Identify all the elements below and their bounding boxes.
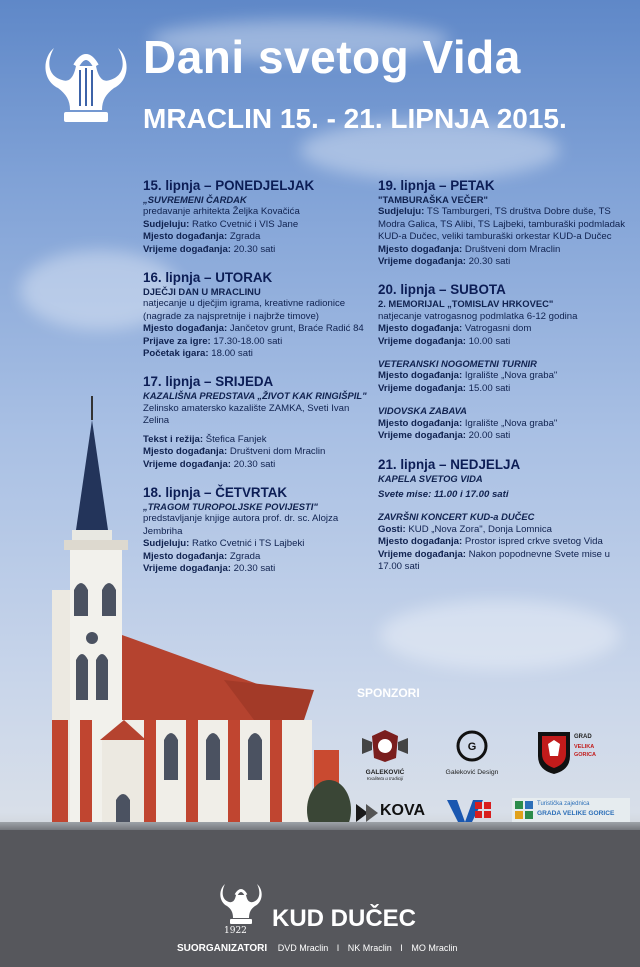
info-row: Mjesto događanja: Igralište „Nova graba": [378, 417, 558, 429]
info-row: Vrijeme događanja: 20.30 sati: [143, 562, 276, 574]
day-block-tuesday: [143, 270, 368, 360]
sponsor-turisticka-zajednica: Turistička zajednica GRADA VELIKE GORICE: [512, 798, 630, 822]
event-desc: Zelinsko amatersko kazalište ZAMKA, Sveti Ivan Zelina: [143, 402, 350, 427]
event-name: 2. MEMORIJAL „TOMISLAV HRKOVEC": [378, 298, 554, 310]
coorganizers: SUORGANIZATORI DVD Mraclin I NK Mraclin I MO Mraclin: [177, 943, 458, 954]
info-row: Mjesto događanja: Igralište „Nova graba": [378, 370, 558, 382]
velika-gorica-coat-of-arms-icon: [536, 730, 572, 774]
day-title: 15. lipnja – PONEDJELJAK: [143, 178, 315, 193]
info-row: Vrijeme događanja: 15.00 sati: [378, 382, 511, 394]
event-desc: predstavljanje knjige autora prof. dr. sc. Alojza Jembriha: [143, 513, 339, 537]
galekovic-design-logo-icon: [440, 728, 504, 764]
day-block-monday: [143, 178, 368, 256]
galekovic-crest-icon: [356, 728, 414, 764]
info-row: Mjesto događanja: Vatrogasni dom: [378, 323, 532, 335]
info-row: Sudjeluju: TS Tamburgeri, TS društva Dobre duše, TS Modra Galica, TS Alibi, TS Lajbeki, tamburaški podmladak KUD-a Dučec, veliki tamburaški orkestar KUD-a Dučec: [378, 206, 626, 243]
info-row: Mjesto događanja: Društveni dom Mraclin: [378, 243, 561, 255]
event-desc: natjecanje u dječjim igrama, kreativne radionice (nagrade za najspretnije i najbrže timove): [143, 298, 346, 322]
mass-times: Svete mise: 11.00 i 17.00 sati: [378, 488, 509, 500]
day-block-friday: [378, 178, 628, 268]
info-row: Mjesto događanja: Društveni dom Mraclin: [143, 446, 326, 458]
church-illustration: [24, 390, 354, 840]
event-name: KAZALIŠNA PREDSTAVA „ŽIVOT KAK RINGIŠPIL": [143, 390, 367, 402]
info-row: Prijave za igre: 17.30-18.00 sati: [143, 335, 283, 347]
info-row: Mjesto događanja: Zgrada: [143, 231, 261, 243]
info-row: Početak igara: 18.00 sati: [143, 348, 253, 360]
day-block-saturday: [378, 282, 628, 442]
svg-text:G: G: [467, 741, 477, 753]
event-name: VIDOVSKA ZABAVA: [378, 405, 467, 417]
event-desc: natjecanje vatrogasnog podmlatka 6-12 godina: [378, 310, 578, 322]
info-row: Vrijeme događanja: 20.30 sati: [378, 256, 511, 268]
info-row: Mjesto događanja: Prostor ispred crkve svetog Vida: [378, 536, 603, 548]
sponsor-grad-velika-gorica: GRAD VELIKA GORICA: [536, 730, 606, 776]
kud-name: KUD DUČEC: [272, 905, 416, 932]
event-name: DJEČJI DAN U MRACLINU: [143, 286, 261, 298]
sponsor-galekovic-design: G Galeković Design: [440, 728, 504, 776]
kova-mark-icon: [356, 804, 378, 822]
info-row: Vrijeme događanja: 20.30 sati: [143, 458, 276, 470]
event-name: VETERANSKI NOGOMETNI TURNIR: [378, 358, 537, 370]
day-title: 16. lipnja – UTORAK: [143, 270, 273, 286]
event-name: ZAVRŠNI KONCERT KUD-a DUČEC: [378, 511, 535, 523]
info-row: Vrijeme događanja: 20.30 sati: [143, 243, 276, 255]
info-row: Tekst i režija: Štefica Fanjek: [143, 433, 267, 445]
tourist-board-icon: [515, 801, 533, 819]
event-name: "TAMBURAŠKA VEČER": [378, 194, 488, 205]
sponsor-galekovic: GALEKOVIĆ Kvaliteta u tradiciji: [356, 728, 414, 781]
sub-event-football: [378, 358, 628, 395]
info-row: Mjesto događanja: Zgrada: [143, 550, 261, 562]
founding-year: 1922: [224, 926, 247, 936]
day-title: 17. lipnja – SRIJEDA: [143, 374, 274, 390]
lyre-logo-icon: [40, 36, 132, 128]
info-row: Vrijeme događanja: 20.00 sati: [378, 430, 511, 442]
day-title: 18. lipnja – ČETVRTAK: [143, 484, 288, 500]
page-title: Dani svetog Vida: [143, 31, 521, 83]
page-subtitle: MRACLIN 15. - 21. LIPNJA 2015.: [143, 103, 567, 134]
sub-event-party: [378, 405, 628, 442]
event-name: „TRAGOM TUROPOLJSKE POVIJESTI": [143, 500, 318, 512]
event-name: KAPELA SVETOG VIDA: [378, 472, 483, 484]
event-name: „SUVREMENI ČARDAK: [143, 194, 247, 205]
info-row: Gosti: KUD „Nova Zora", Donja Lomnica: [378, 523, 553, 535]
info-row: Sudjeluju: Ratko Cvetnić i VIS Jane: [143, 218, 299, 230]
sponsors-title: SPONZORI: [357, 686, 420, 700]
day-title: 21. lipnja – NEDJELJA: [378, 456, 521, 472]
kud-lyre-icon: [218, 880, 264, 928]
day-title: 19. lipnja – PETAK: [378, 178, 495, 193]
info-row: Mjesto događanja: Jančetov grunt, Braće Radić 84: [143, 323, 364, 335]
event-desc: predavanje arhitekta Željka Kovačića: [143, 206, 300, 218]
day-block-sunday: [378, 457, 628, 574]
day-title: 20. lipnja – SUBOTA: [378, 282, 506, 298]
sub-event-concert: [378, 511, 628, 573]
info-row: Sudjeluju: Ratko Cvetnić i TS Lajbeki: [143, 538, 305, 550]
program-right-column: [378, 178, 628, 587]
info-row: Vrijeme događanja: 10.00 sati: [378, 335, 511, 347]
info-row: Vrijeme događanja: Nakon popodnevne Svete mise u 17.00 sati: [378, 548, 610, 572]
sponsor-kova: KOVA: [356, 802, 436, 824]
